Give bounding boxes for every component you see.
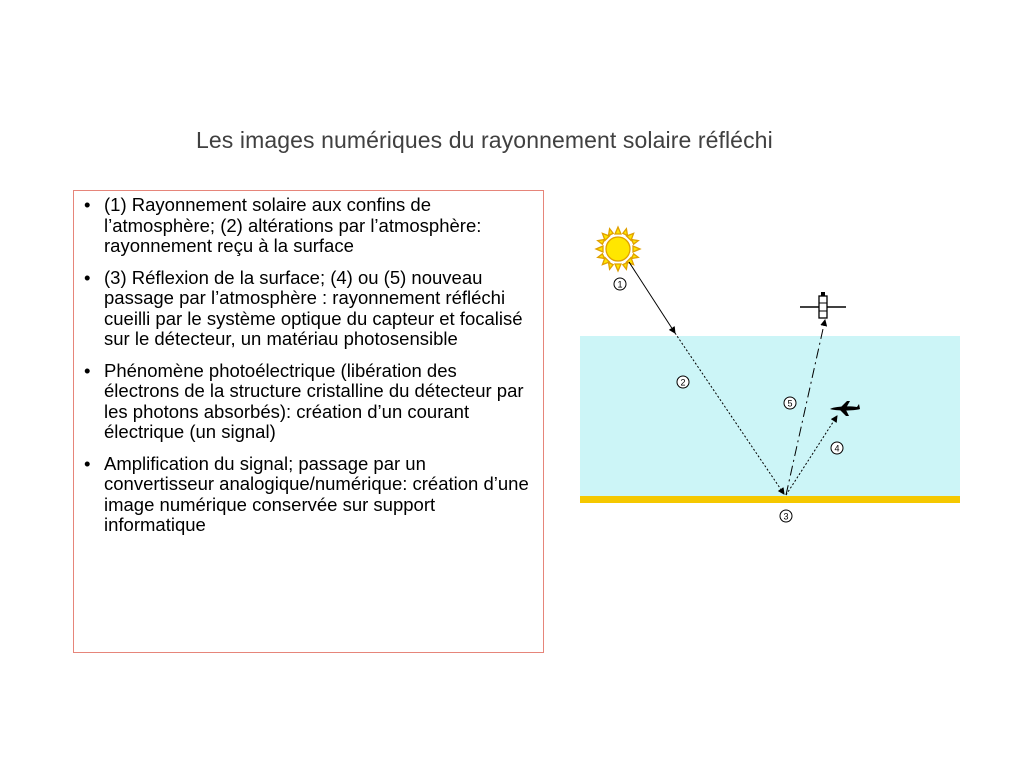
- sun-icon: [596, 227, 640, 271]
- bullet-item: [82, 454, 531, 536]
- bullet-list: [82, 195, 531, 536]
- label-1-text: 1: [617, 279, 623, 290]
- bullet-text: (1) Rayonnement solaire aux confins de l’atmosphère; (2) altérations par l’atmosphère: rayonnement reçu à la surface: [104, 194, 482, 256]
- label-1: [614, 278, 626, 290]
- bullet-text-box: [73, 190, 544, 653]
- label-4-text: 4: [834, 443, 840, 454]
- bullet-marker: •: [84, 266, 91, 288]
- bullet-marker: •: [84, 194, 91, 215]
- label-3-text: 3: [783, 511, 789, 522]
- label-3: [780, 510, 792, 522]
- atmosphere-band: [580, 336, 960, 496]
- surface-band: [580, 496, 960, 503]
- reflection-diagram: [575, 222, 965, 532]
- bullet-item: [82, 195, 531, 257]
- bullet-text: Amplification du signal; passage par un convertisseur analogique/numérique: création d’une image numérique conservée sur support informatique: [104, 452, 529, 535]
- satellite-icon: [800, 292, 846, 318]
- bullet-item: [82, 268, 531, 350]
- bullet-item: [82, 361, 531, 443]
- ray-incident-line: [629, 262, 675, 333]
- slide-title: Les images numériques du rayonnement solaire réfléchi: [196, 127, 773, 153]
- label-4: [831, 442, 843, 454]
- label-2: [677, 376, 689, 388]
- label-2-text: 2: [680, 377, 686, 388]
- bullet-marker: •: [84, 359, 91, 381]
- bullet-text: (3) Réflexion de la surface; (4) ou (5) nouveau passage par l’atmosphère : rayonnement réfléchi cueilli par le système optique du capteur et focalisé sur le détecteur, un matériau photosensible: [104, 266, 523, 349]
- bullet-text: Phénomène photoélectrique (libération des électrons de la structure cristalline du détecteur par les photons absorbés): création d’un courant électrique (un signal): [104, 359, 524, 442]
- bullet-marker: •: [84, 452, 91, 474]
- label-5: [784, 397, 796, 409]
- label-5-text: 5: [787, 398, 793, 409]
